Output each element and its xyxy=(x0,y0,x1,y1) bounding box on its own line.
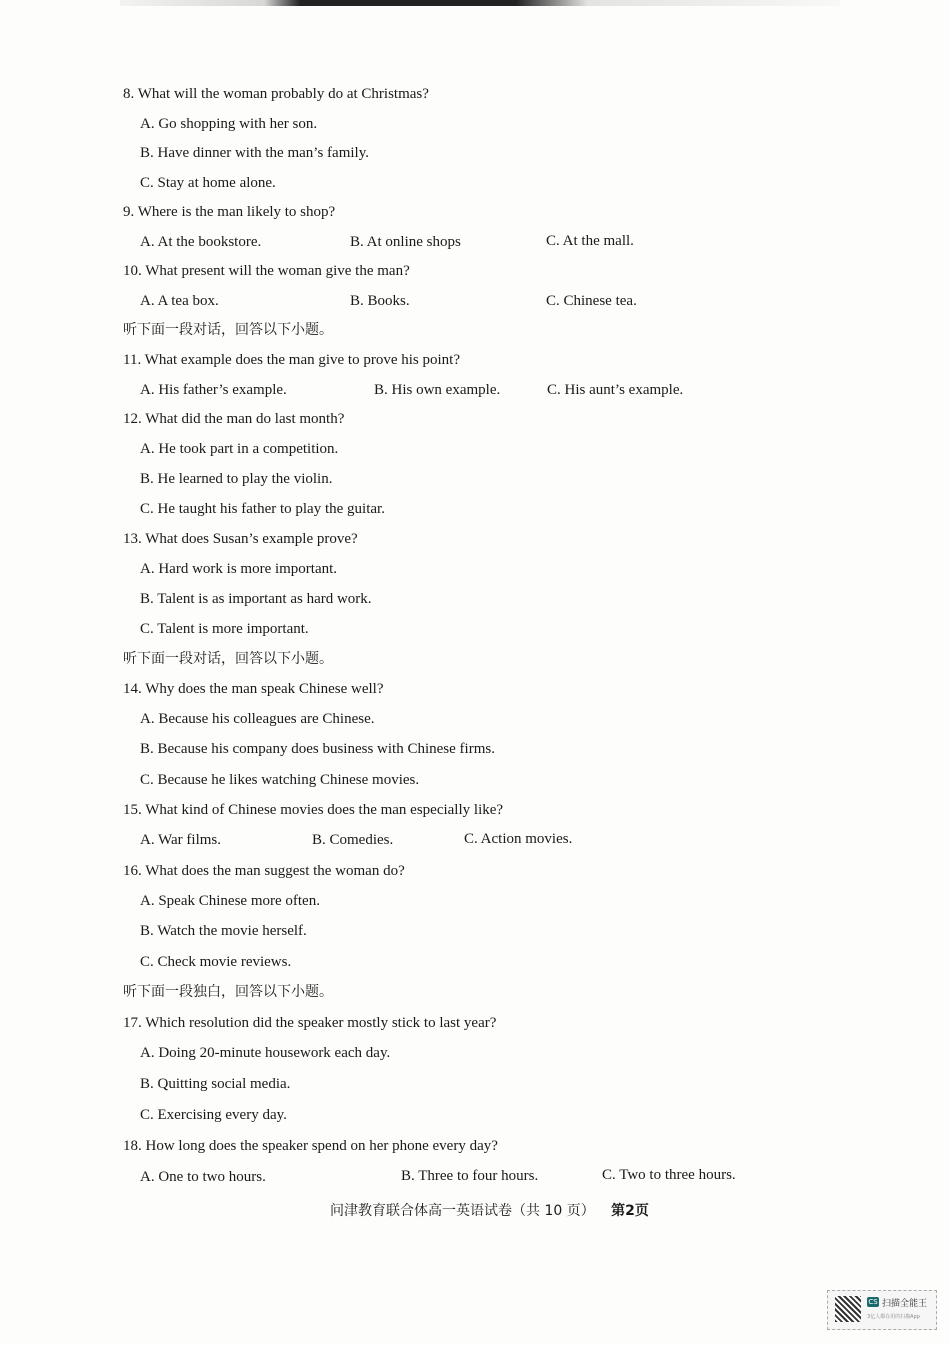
q17-option-b: B. Quitting social media. xyxy=(140,1076,291,1092)
q13-option-b: B. Talent is as important as hard work. xyxy=(140,591,372,607)
question-12: 12. What did the man do last month? xyxy=(123,411,345,427)
q8-option-a: A. Go shopping with her son. xyxy=(140,116,318,132)
page-footer xyxy=(330,1200,649,1220)
page-number: 第2页 xyxy=(611,1203,649,1219)
q12-option-b: B. He learned to play the violin. xyxy=(140,471,333,487)
q18-option-a: A. One to two hours. xyxy=(140,1169,266,1185)
q18-option-c: C. Two to three hours. xyxy=(602,1167,736,1183)
q15-option-b: B. Comedies. xyxy=(312,832,394,848)
q14-option-a: A. Because his colleagues are Chinese. xyxy=(140,711,375,727)
q10-option-c: C. Chinese tea. xyxy=(546,293,637,309)
instruction-monologue: 听下面一段独白，回答以下小题。 xyxy=(123,984,333,1000)
q15-option-a: A. War films. xyxy=(140,832,222,848)
watermark-title: 扫描全能王 xyxy=(882,1299,928,1309)
exam-title: 问津教育联合体高一英语试卷（共 10 页） xyxy=(330,1203,595,1219)
q8-option-c: C. Stay at home alone. xyxy=(140,175,276,191)
question-18: 18. How long does the speaker spend on her phone every day? xyxy=(123,1138,498,1154)
q14-option-b: B. Because his company does business with Chinese firms. xyxy=(140,741,495,757)
scan-edge-shadow xyxy=(120,0,840,6)
q11-option-c: C. His aunt’s example. xyxy=(547,382,684,398)
question-9: 9. Where is the man likely to shop? xyxy=(123,204,336,220)
q18-option-b: B. Three to four hours. xyxy=(401,1168,539,1184)
instruction-dialogue: 听下面一段对话，回答以下小题。 xyxy=(123,322,333,338)
q9-option-a: A. At the bookstore. xyxy=(140,234,262,250)
q14-option-c: C. Because he likes watching Chinese movies. xyxy=(140,772,420,788)
q17-option-c: C. Exercising every day. xyxy=(140,1107,287,1123)
instruction-dialogue: 听下面一段对话，回答以下小题。 xyxy=(123,651,333,667)
question-15: 15. What kind of Chinese movies does the man especially like? xyxy=(123,802,504,818)
question-11: 11. What example does the man give to prove his point? xyxy=(123,352,461,368)
q15-option-c: C. Action movies. xyxy=(464,831,573,847)
q11-option-b: B. His own example. xyxy=(374,382,501,398)
q12-option-a: A. He took part in a competition. xyxy=(140,441,339,457)
q16-option-a: A. Speak Chinese more often. xyxy=(140,893,320,909)
q10-option-a: A. A tea box. xyxy=(140,293,219,309)
watermark-subtitle: 3亿人都在用的扫描App xyxy=(867,1314,920,1320)
question-16: 16. What does the man suggest the woman do? xyxy=(123,863,405,879)
camscanner-logo-icon: CS xyxy=(868,1298,878,1306)
camscanner-watermark xyxy=(827,1290,937,1330)
q9-option-b: B. At online shops xyxy=(350,234,461,250)
q9-option-c: C. At the mall. xyxy=(546,233,634,249)
q8-option-b: B. Have dinner with the man’s family. xyxy=(140,145,369,161)
q17-option-a: A. Doing 20-minute housework each day. xyxy=(140,1045,391,1061)
question-14: 14. Why does the man speak Chinese well? xyxy=(123,681,384,697)
question-13: 13. What does Susan’s example prove? xyxy=(123,531,358,547)
q13-option-c: C. Talent is more important. xyxy=(140,621,309,637)
q16-option-c: C. Check movie reviews. xyxy=(140,954,292,970)
q11-option-a: A. His father’s example. xyxy=(140,382,287,398)
q16-option-b: B. Watch the movie herself. xyxy=(140,923,307,939)
qr-code-icon xyxy=(835,1296,861,1322)
question-17: 17. Which resolution did the speaker mostly stick to last year? xyxy=(123,1015,497,1031)
question-10: 10. What present will the woman give the man? xyxy=(123,263,410,279)
q13-option-a: A. Hard work is more important. xyxy=(140,561,338,577)
q10-option-b: B. Books. xyxy=(350,293,410,309)
question-8: 8. What will the woman probably do at Christmas? xyxy=(123,86,429,102)
q12-option-c: C. He taught his father to play the guitar. xyxy=(140,501,385,517)
